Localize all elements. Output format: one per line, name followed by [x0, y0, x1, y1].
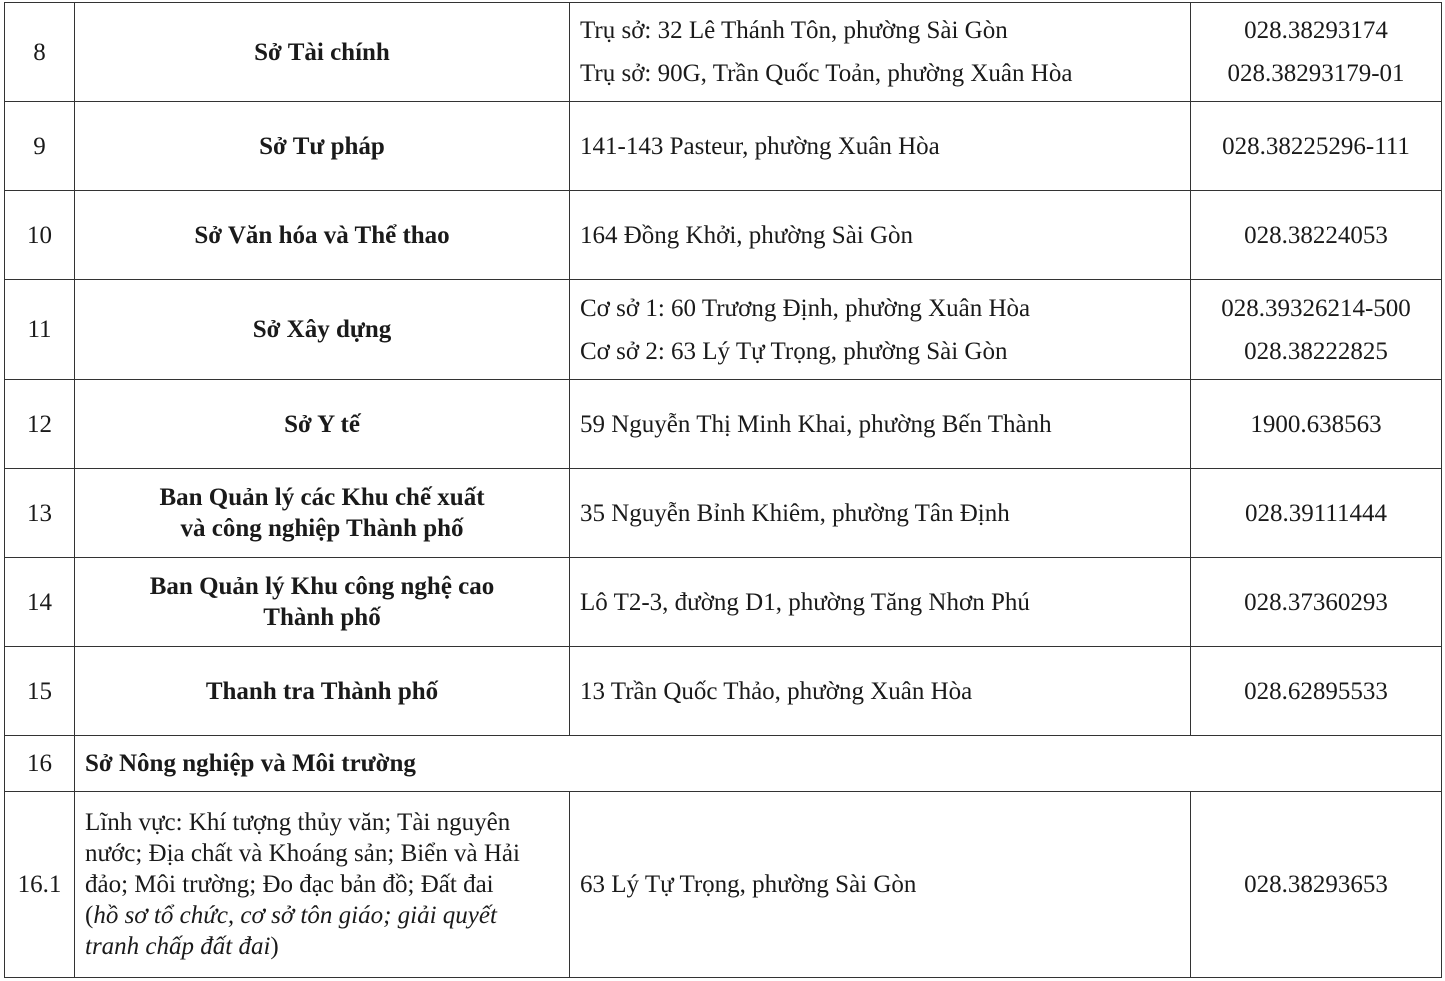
agency-phone: 028.37360293 — [1191, 558, 1442, 647]
row-number: 10 — [5, 191, 75, 280]
row-number: 12 — [5, 380, 75, 469]
agency-phone: 028.39111444 — [1191, 469, 1442, 558]
agency-phone: 1900.638563 — [1191, 380, 1442, 469]
table-row — [5, 280, 1442, 380]
agency-name: Sở Xây dựng — [75, 280, 570, 380]
agency-phone: 028.38224053 — [1191, 191, 1442, 280]
row-number: 9 — [5, 102, 75, 191]
row-number: 15 — [5, 647, 75, 736]
section-row — [5, 736, 1442, 792]
agency-address: 13 Trần Quốc Thảo, phường Xuân Hòa — [570, 647, 1191, 736]
agency-name: Sở Tư pháp — [75, 102, 570, 191]
agency-name: Sở Y tế — [75, 380, 570, 469]
agency-address: 164 Đồng Khởi, phường Sài Gòn — [570, 191, 1191, 280]
agency-phone: 028.38293174 028.38293179-01 — [1191, 3, 1442, 102]
row-number: 8 — [5, 3, 75, 102]
table-row — [5, 380, 1442, 469]
agency-address: 59 Nguyễn Thị Minh Khai, phường Bến Thành — [570, 380, 1191, 469]
row-number: 11 — [5, 280, 75, 380]
table-row — [5, 469, 1442, 558]
agency-phone: 028.38225296-111 — [1191, 102, 1442, 191]
table-row — [5, 3, 1442, 102]
agency-address: Trụ sở: 32 Lê Thánh Tôn, phường Sài Gòn Trụ sở: 90G, Trần Quốc Toản, phường Xuân Hòa — [570, 3, 1191, 102]
agency-address: Cơ sở 1: 60 Trương Định, phường Xuân Hòa Cơ sở 2: 63 Lý Tự Trọng, phường Sài Gòn — [570, 280, 1191, 380]
agency-name: Ban Quản lý các Khu chế xuất và công nghiệp Thành phố — [75, 469, 570, 558]
field-description: Lĩnh vực: Khí tượng thủy văn; Tài nguyên nước; Địa chất và Khoáng sản; Biển và Hải đảo; Môi trường; Đo đạc bản đồ; Đất đai (hồ sơ tổ chức, cơ sở tôn giáo; giải quyết tranh chấp đất đai) — [75, 792, 570, 978]
agency-name: Thanh tra Thành phố — [75, 647, 570, 736]
agency-address: Lô T2-3, đường D1, phường Tăng Nhơn Phú — [570, 558, 1191, 647]
table-row — [5, 558, 1442, 647]
agency-name: Sở Tài chính — [75, 3, 570, 102]
row-number: 16.1 — [5, 792, 75, 978]
table-row — [5, 102, 1442, 191]
agency-address: 63 Lý Tự Trọng, phường Sài Gòn — [570, 792, 1191, 978]
agency-name: Sở Văn hóa và Thể thao — [75, 191, 570, 280]
row-number: 16 — [5, 736, 75, 792]
row-number: 14 — [5, 558, 75, 647]
table-row — [5, 647, 1442, 736]
section-title: Sở Nông nghiệp và Môi trường — [75, 736, 1442, 792]
agency-directory-table — [4, 2, 1442, 978]
agency-name: Ban Quản lý Khu công nghệ cao Thành phố — [75, 558, 570, 647]
table-row — [5, 191, 1442, 280]
table-row — [5, 792, 1442, 978]
agency-address: 35 Nguyễn Bỉnh Khiêm, phường Tân Định — [570, 469, 1191, 558]
agency-phone: 028.39326214-500 028.38222825 — [1191, 280, 1442, 380]
agency-phone: 028.62895533 — [1191, 647, 1442, 736]
row-number: 13 — [5, 469, 75, 558]
agency-address: 141-143 Pasteur, phường Xuân Hòa — [570, 102, 1191, 191]
agency-phone: 028.38293653 — [1191, 792, 1442, 978]
